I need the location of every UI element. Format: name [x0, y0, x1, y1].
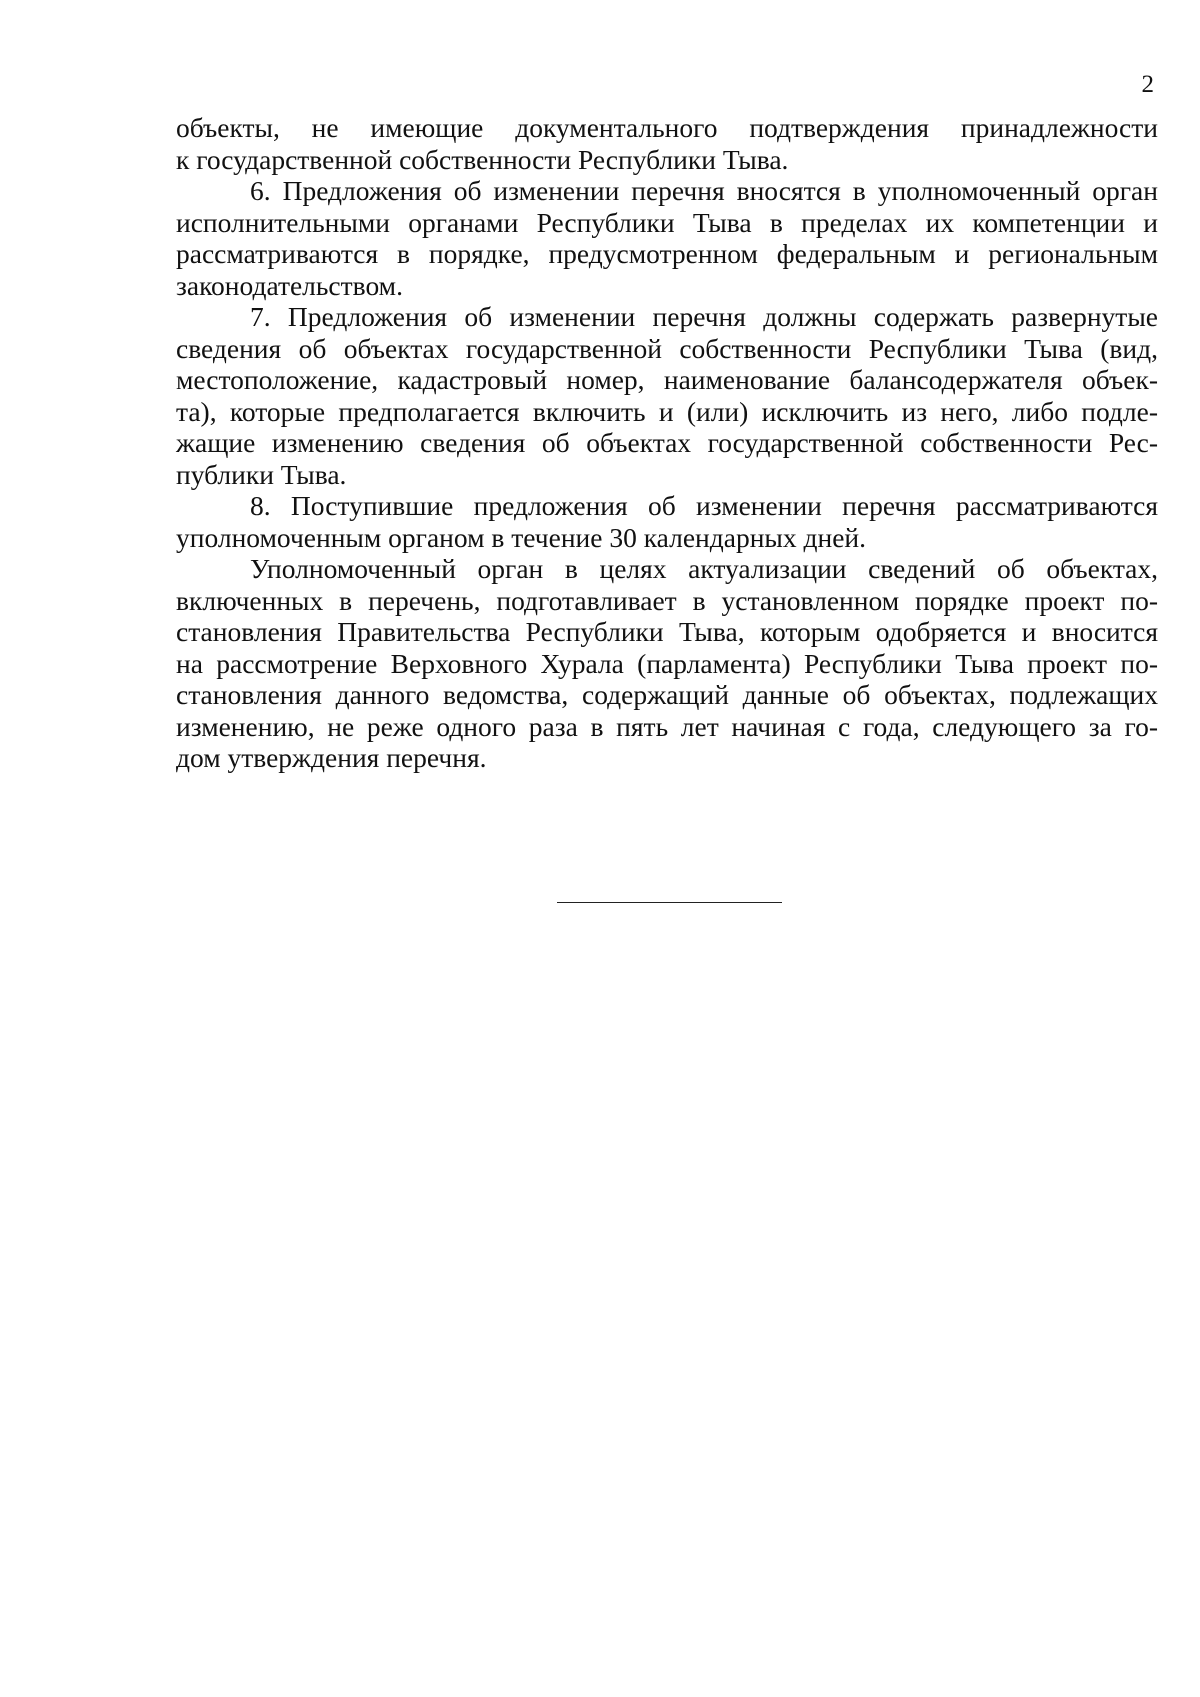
text-line: включенных в перечень, подготавливает в установленном порядке проект по-	[176, 584, 1158, 616]
document-body	[176, 112, 1158, 774]
text-line: исполнительными органами Республики Тыва в пределах их компетенции и	[176, 206, 1158, 238]
text-line: дом утверждения перечня.	[176, 742, 487, 773]
paragraph-item-8	[176, 490, 1158, 553]
text-line: 6. Предложения об изменении перечня вносятся в уполномоченный орган	[250, 175, 1158, 206]
paragraph-continuation	[176, 112, 1158, 175]
text-line: изменению, не реже одного раза в пять лет начиная с года, следующего за го-	[176, 710, 1158, 742]
text-line: объекты, не имеющие документального подтверждения принадлежности	[176, 112, 1158, 143]
paragraph-authorized-body	[176, 553, 1158, 774]
text-line: местоположение, кадастровый номер, наименование балансодержателя объек-	[176, 364, 1158, 395]
text-line: становления Правительства Республики Тыва, которым одобряется и вносится	[176, 616, 1158, 647]
text-line: рассматриваются в порядке, предусмотренном федеральным и региональным	[176, 238, 1158, 269]
text-line: жащие изменению сведения об объектах государственной собственности Рес-	[176, 427, 1158, 458]
text-line: законодательством.	[176, 269, 403, 301]
text-line: 7. Предложения об изменении перечня должны содержать развернутые	[250, 301, 1158, 332]
text-line: та), которые предполагается включить и (или) исключить из него, либо подле-	[176, 395, 1158, 427]
text-line: сведения об объектах государственной собственности Республики Тыва (вид,	[176, 332, 1158, 364]
paragraph-item-6	[176, 175, 1158, 301]
paragraph-item-7	[176, 301, 1158, 490]
text-line: становления данного ведомства, содержащий данные об объектах, подлежащих	[176, 679, 1158, 710]
text-line: на рассмотрение Верховного Хурала (парламента) Республики Тыва проект по-	[176, 647, 1158, 679]
text-line: уполномоченным органом в течение 30 календарных дней.	[176, 521, 867, 553]
text-line: 8. Поступившие предложения об изменении перечня рассматриваются	[250, 490, 1158, 521]
closing-divider	[557, 902, 782, 903]
text-line: к государственной собственности Республики Тыва.	[176, 143, 789, 175]
text-line: публики Тыва.	[176, 458, 347, 490]
text-line: Уполномоченный орган в целях актуализации сведений об объектах,	[250, 553, 1158, 584]
page-number: 2	[1141, 71, 1154, 98]
